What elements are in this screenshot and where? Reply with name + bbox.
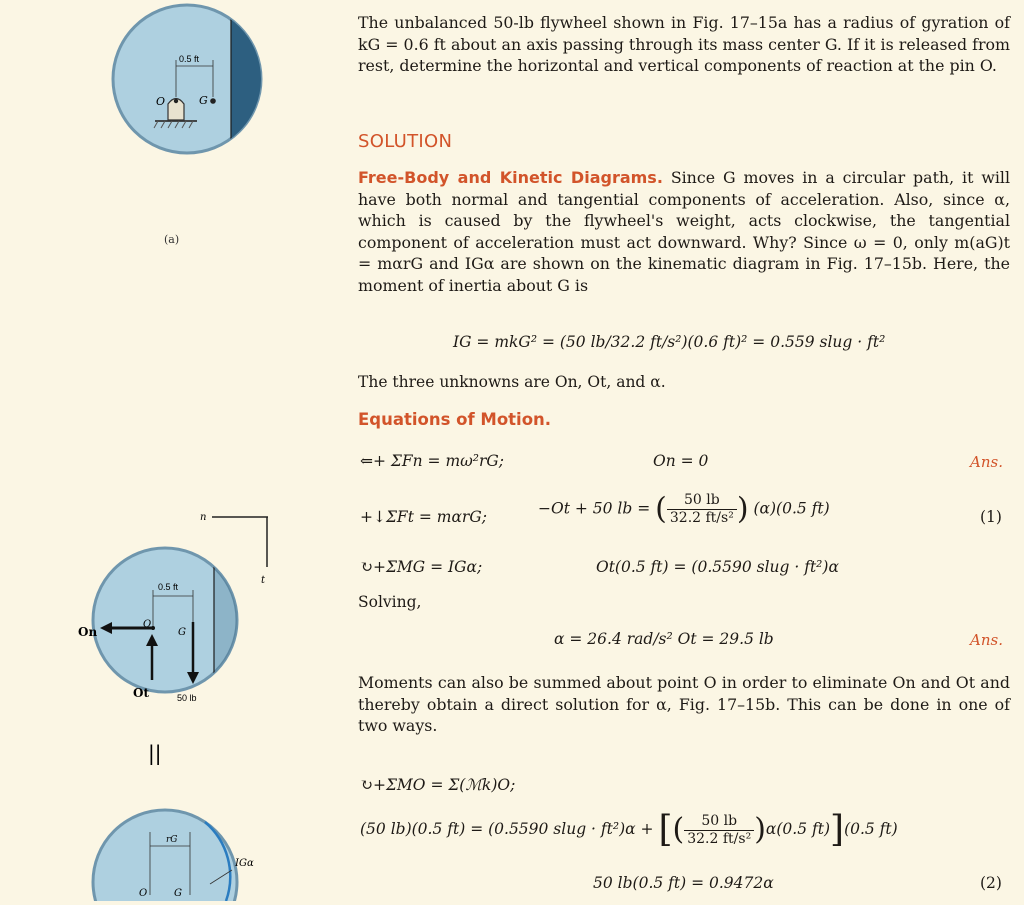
eq2-right: −Ot + 50 lb = ( $\frac{50 lb}{\text{32.2 ft/s²}}$ ) (α)(0.5 ft)	[538, 491, 830, 527]
eq3-left: ↻+ΣMG = IGα;	[360, 558, 483, 576]
eq2-fraction	[667, 492, 737, 527]
eq1-right: On = 0	[653, 452, 709, 470]
figure-svg	[0, 0, 345, 901]
inertia-equation: IG = mkG² = (50 lb/32.2 ft/s²)(0.6 ft)² = 0.559 slug · ft²	[453, 333, 886, 351]
eq2-number: (1)	[980, 508, 1002, 526]
eq2-denominator: 32.2 ft/s²	[669, 510, 734, 526]
moments-paragraph: Moments can also be summed about point O in order to eliminate On and Ot and thereby obtain a direct solution for α, Fig. 17–15b. This can be done in one of two ways.	[358, 673, 1010, 735]
kinetic-g-label: G	[174, 888, 182, 899]
kinetic-o-label: O	[139, 888, 148, 899]
result-line: α = 26.4 rad/s² Ot = 29.5 lb	[554, 630, 774, 648]
eq6-number: (2)	[980, 874, 1002, 892]
equals-sign: ||	[148, 741, 162, 765]
eq4-label: ↻+ΣMO = Σ(ℳk)O;	[360, 776, 516, 794]
iga-label: IGα	[235, 858, 254, 869]
eq5: (50 lb)(0.5 ft) = (0.5590 slug · ft²)α + [( $\frac{50 lb}{\text{32.2 ft/s²}}$ )α(0.5 ft)](0.5 ft)	[360, 809, 898, 850]
solution-heading: SOLUTION	[358, 131, 453, 152]
unknowns-text: The three unknowns are On, Ot, and α.	[358, 373, 666, 391]
eq5-left: (50 lb)(0.5 ft) = (0.5590 slug · ft²)α +	[360, 820, 654, 838]
ot-force-label: Ot	[133, 686, 149, 700]
eq2-left: +↓ΣFt = mαrG;	[360, 508, 487, 526]
weight-label: 50 lb	[177, 693, 197, 703]
solution-text-column	[358, 0, 1013, 901]
fbd-o-label: O	[143, 619, 152, 630]
eq2-mid: −Ot + 50 lb =	[538, 499, 651, 518]
fbd-text: Since G moves in a circular path, it will have both normal and tangential components of acceleration. Also, since α, which is caused by the flywheel's weight, acts clockwise, the tangential component of acceleration must act downward. Why? Since ω = 0, only m(aG)t = mαrG and IGα are shown on the kinematic diagram in Fig. 17–15b. Here, the moment of inertia about G is	[358, 168, 1010, 295]
eq1-left: ⇐+ ΣFn = mω²rG;	[360, 452, 505, 470]
fig-a-pin-label: O	[156, 95, 166, 108]
eq2-tail: (α)(0.5 ft)	[753, 499, 830, 518]
fbd-g-label: G	[178, 627, 186, 638]
fig-a-radius-label: 0.5 ft	[179, 54, 200, 64]
fig-a-center-label: G	[199, 94, 208, 107]
eq3-right: Ot(0.5 ft) = (0.5590 slug · ft²)α	[596, 558, 839, 576]
eom-heading: Equations of Motion.	[358, 410, 552, 429]
n-axis-label: n	[200, 512, 207, 523]
t-axis-label: t	[261, 575, 266, 586]
figure-free-body-diagram	[78, 512, 268, 703]
fbd-heading: Free-Body and Kinetic Diagrams.	[358, 168, 663, 187]
eq5-denominator: 32.2 ft/s²	[687, 830, 752, 847]
solving-text: Solving,	[358, 593, 422, 611]
eq6: 50 lb(0.5 ft) = 0.9472α	[593, 874, 774, 892]
fbd-paragraph	[358, 167, 1010, 296]
ans-label-2: Ans.	[970, 631, 1003, 649]
figure-column	[0, 0, 345, 901]
problem-statement: The unbalanced 50-lb flywheel shown in Fig. 17–15a has a radius of gyration of kG = 0.6 ft about an axis passing through its mass center G. If it is released from rest, determine the horizontal and vertical components of reaction at the pin O.	[358, 13, 1010, 75]
eq5-tail: (0.5 ft)	[844, 820, 898, 838]
figure-a-flywheel	[113, 0, 271, 160]
eq5-mid: α(0.5 ft)	[765, 820, 831, 838]
eq5-numerator: 50 lb	[684, 813, 754, 831]
figure-kinetic-diagram	[93, 810, 254, 901]
eq2-numerator: 50 lb	[667, 492, 737, 510]
rg-label: rG	[166, 835, 178, 845]
ans-label-1: Ans.	[970, 453, 1003, 471]
on-force-label: On	[78, 625, 98, 639]
figure-a-caption: (a)	[164, 233, 180, 246]
fbd-radius-label: 0.5 ft	[158, 582, 179, 592]
eq5-fraction	[684, 813, 754, 848]
